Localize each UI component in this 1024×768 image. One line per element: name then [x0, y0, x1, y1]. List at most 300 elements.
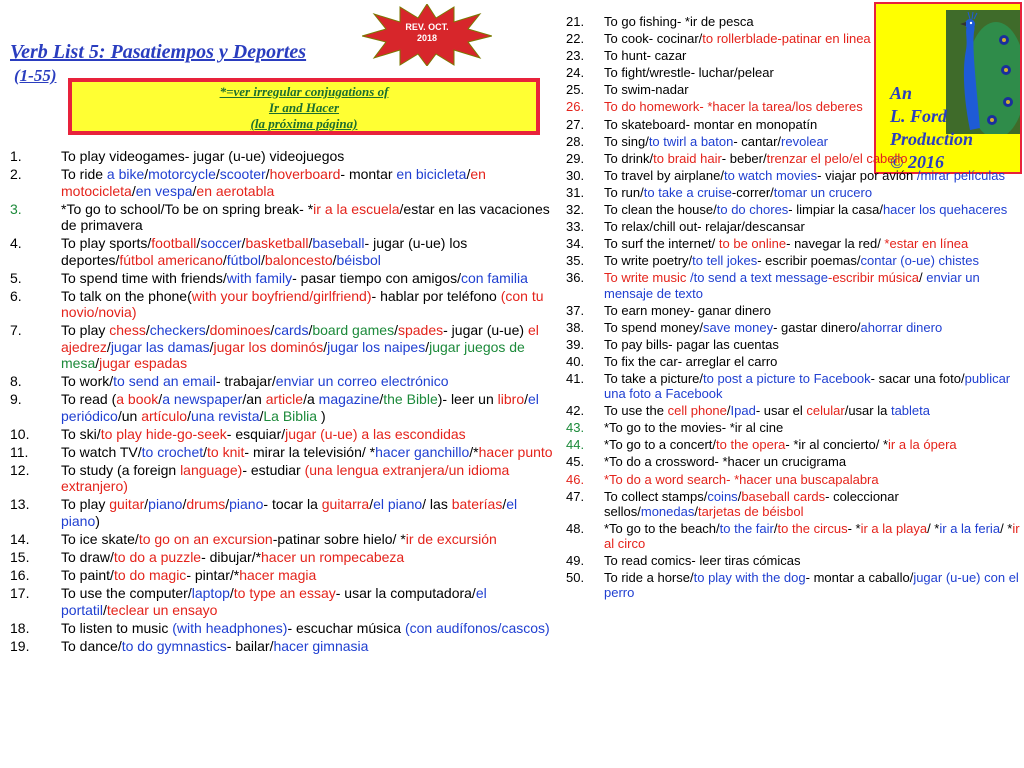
item-text-segment: *To go to the movies- *ir al cine: [604, 420, 784, 436]
item-text-segment: To listen to music: [61, 619, 173, 636]
item-text-segment: - navegar la red/: [786, 236, 885, 252]
item-text-segment: To read comics- leer tiras cómicas: [604, 553, 801, 568]
verb-list-item: [566, 472, 1022, 487]
item-number: 19.: [10, 637, 30, 654]
item-text-segment: - usar la computadora/: [335, 585, 476, 602]
item-number: 9.: [10, 391, 22, 408]
item-text-segment: /: [694, 503, 698, 519]
item-text-segment: To play sports/: [61, 235, 152, 252]
item-text-segment: /: [726, 403, 731, 419]
item-number: 21.: [566, 14, 585, 29]
item-text-segment: monedas: [640, 503, 695, 519]
item-text-segment: ir de excursión: [405, 530, 497, 547]
verb-list-item: [566, 151, 1022, 166]
item-number: 33.: [566, 219, 585, 235]
item-text-segment: /usar la: [844, 403, 891, 419]
item-text-segment: - gastar dinero/: [773, 319, 861, 335]
item-text-segment: to be online: [718, 236, 787, 252]
item-text-segment: hacer un rompecabeza: [261, 548, 405, 565]
verb-list-item: [566, 303, 1022, 318]
item-text-segment: piano: [229, 496, 264, 513]
item-number: 14.: [10, 530, 30, 547]
item-text-segment: -escribir música: [828, 270, 920, 286]
verb-list-right: [566, 14, 1022, 602]
item-text-segment: /: [144, 496, 149, 513]
item-text-segment: celular: [806, 403, 845, 419]
item-text-segment: /to send a text message: [689, 270, 828, 286]
verb-list-item: [566, 420, 1022, 435]
item-text-segment: (con tu novio/novia): [61, 287, 544, 321]
item-number: 11.: [10, 443, 29, 460]
verb-list-item: [566, 337, 1022, 352]
item-text-segment: To hunt- cazar: [604, 48, 687, 64]
item-text-segment: /: [773, 520, 778, 536]
item-text-segment: publicar una foto a Facebook: [604, 370, 1011, 402]
item-text-segment: hacer gimnasia: [273, 637, 369, 654]
item-text-segment: /: [379, 391, 384, 408]
item-text-segment: To pay bills- pagar las cuentas: [604, 336, 779, 352]
item-text-segment: To use the: [604, 403, 668, 419]
item-text-segment: en aerotabla: [196, 182, 275, 199]
item-text-segment: - *ir al concierto/ *: [785, 437, 888, 453]
item-text-segment: To ride a horse/: [604, 570, 694, 586]
item-text-segment: spades: [397, 322, 444, 339]
verb-list-item: [566, 403, 1022, 418]
verb-list-item: [566, 134, 1022, 149]
item-text-segment: baterías: [451, 496, 503, 513]
item-number: 49.: [566, 553, 585, 568]
item-number: 32.: [566, 202, 585, 218]
item-text-segment: /estar en las vacaciones de primavera: [61, 200, 550, 233]
item-text-segment: (con audífonos/cascos): [404, 619, 550, 636]
item-text-segment: - trabajar/: [215, 373, 276, 390]
item-text-segment: - cantar/: [733, 133, 782, 149]
item-text-segment: - escribir poemas/: [757, 253, 861, 269]
item-text-segment: artículo: [141, 407, 188, 424]
item-text-segment: a book: [116, 391, 159, 408]
item-text-segment: To do homework- *hacer la tarea/los deberes: [604, 99, 863, 115]
verb-list-item: [10, 549, 555, 565]
item-text-segment: /a: [303, 391, 319, 408]
item-text-segment: baloncesto: [264, 251, 333, 268]
item-text-segment: to rollerblade-patinar en linea: [702, 31, 871, 47]
item-text-segment: /: [737, 488, 742, 504]
item-text-segment: to the circus: [777, 520, 848, 536]
item-text-segment: hacer los quehaceres: [882, 202, 1008, 218]
item-text-segment: - *: [847, 520, 861, 536]
item-text-segment: To spend money/: [604, 319, 704, 335]
item-text-segment: To use the computer/: [61, 585, 192, 602]
item-text-segment: to do magic: [113, 567, 187, 584]
item-text-segment: - coleccionar sellos/: [604, 488, 899, 519]
item-text-segment: -patinar sobre hielo/ *: [272, 530, 406, 547]
item-text-segment: chess: [109, 322, 146, 339]
item-text-segment: /: [308, 322, 313, 339]
item-text-segment: enviar un correo electrónico: [275, 373, 449, 390]
item-text-segment: To watch TV/: [61, 443, 142, 460]
item-text-segment: hacer punto: [478, 443, 553, 460]
item-text-segment: to do gymnastics: [121, 637, 227, 654]
item-text-segment: - jugar (u-ue) los deportes/: [61, 235, 468, 268]
item-text-segment: To clean the house/: [604, 202, 717, 218]
verb-list-item: [10, 373, 555, 389]
item-text-segment: /: [103, 601, 107, 618]
item-text-segment: hacer magia: [239, 567, 317, 584]
item-text-segment: To spend time with friends/: [61, 269, 227, 286]
item-text-segment: Ipad: [730, 403, 756, 419]
verb-list-item: [10, 166, 555, 199]
item-text-segment: To earn money- ganar dinero: [604, 302, 771, 318]
item-text-segment: fútbol: [226, 251, 262, 268]
item-text-segment: To ride: [61, 166, 107, 183]
item-text-segment: /: [205, 322, 210, 339]
item-text-segment: To sing/: [604, 133, 649, 149]
item-text-segment: /: [332, 251, 337, 268]
verb-list-item: [566, 270, 1022, 300]
item-number: 39.: [566, 336, 585, 352]
verb-list-item: [566, 168, 1022, 183]
verb-list-item: [566, 489, 1022, 519]
item-text-segment: To work/: [61, 373, 114, 390]
verb-list-item: [10, 620, 555, 636]
item-text-segment: soccer: [200, 235, 242, 252]
item-text-segment: jugar (u-ue) con el perro: [604, 570, 1019, 601]
item-text-segment: en bicicleta: [396, 166, 467, 183]
item-text-segment: guitar: [109, 496, 145, 513]
item-text-segment: jugar (u-ue) a las escondidas: [285, 425, 466, 442]
item-text-segment: (with headphones): [172, 619, 288, 636]
item-text-segment: /: [270, 322, 275, 339]
item-text-segment: To take a picture/: [604, 370, 703, 386]
item-text-segment: /: [919, 270, 927, 286]
item-text-segment: /: [106, 338, 111, 355]
item-number: 48.: [566, 520, 585, 536]
item-number: 44.: [566, 437, 585, 453]
verb-list-left: [10, 148, 555, 656]
item-number: 40.: [566, 353, 585, 369]
item-text-segment: article: [265, 391, 304, 408]
item-text-segment: To ice skate/: [61, 530, 139, 547]
item-text-segment: enviar un mensaje de texto: [604, 270, 980, 301]
item-text-segment: /: [229, 585, 234, 602]
verb-list-item: [10, 391, 555, 424]
item-text-segment: to twirl a baton: [648, 133, 734, 149]
item-text-segment: /: [394, 322, 398, 339]
title-main: Verb List 5: Pasatiempos y Deportes: [10, 41, 307, 63]
item-text-segment: *To go to school/To be on spring break- *: [61, 200, 314, 217]
item-number: 1.: [10, 148, 22, 164]
item-text-segment: con familia: [460, 269, 528, 286]
item-text-segment: - bailar/: [226, 637, 274, 654]
item-number: 41.: [566, 370, 585, 386]
item-text-segment: hacer ganchillo: [375, 443, 470, 460]
item-number: 23.: [566, 48, 585, 64]
verb-list-item: [10, 426, 555, 442]
item-text-segment: To study (a foreign: [61, 461, 181, 478]
item-text-segment: /: [369, 496, 374, 513]
item-text-segment: basketball: [245, 235, 309, 252]
item-number: 30.: [566, 167, 585, 183]
item-text-segment: béisbol: [336, 251, 381, 268]
revision-year: 2018: [416, 33, 438, 43]
item-text-segment: /: [144, 166, 149, 183]
item-text-segment: ): [317, 407, 326, 424]
item-number: 26.: [566, 99, 585, 115]
note-line-3: (la próxima página): [250, 116, 358, 131]
item-text-segment: To read (: [61, 391, 117, 408]
item-text-segment: piano: [148, 496, 183, 513]
item-text-segment: /: [145, 322, 150, 339]
verb-list-item: [10, 462, 555, 495]
item-text-segment: a bike: [106, 166, 145, 183]
verb-list-item: [566, 117, 1022, 132]
item-text-segment: To fix the car- arreglar el carro: [604, 353, 778, 369]
item-text-segment: jugar los dominós: [213, 338, 324, 355]
item-text-segment: en vespa: [135, 182, 193, 199]
verb-list-item: [10, 322, 555, 371]
item-number: 43.: [566, 420, 585, 436]
item-text-segment: ir al circo: [604, 520, 1020, 551]
item-text-segment: a newspaper: [162, 391, 243, 408]
item-text-segment: laptop: [191, 585, 230, 602]
item-number: 36.: [566, 270, 585, 286]
item-text-segment: motorcycle: [148, 166, 216, 183]
item-text-segment: To play videogames- jugar (u-ue) videojuegos: [61, 148, 345, 164]
item-text-segment: ir a la feria: [939, 520, 1001, 536]
verb-list-item: [10, 638, 555, 654]
item-text-segment: - montar: [340, 166, 397, 183]
verb-list-item: [10, 235, 555, 268]
item-text-segment: To drink/: [604, 150, 654, 166]
item-text-segment: - tocar la: [263, 496, 322, 513]
item-text-segment: To talk on the phone(: [61, 287, 192, 304]
item-text-segment: revolear: [781, 133, 829, 149]
item-text-segment: To go fishing- *ir de pesca: [604, 14, 754, 29]
item-text-segment: tableta: [890, 403, 930, 419]
revision-label: REV. OCT.: [405, 22, 449, 32]
item-text-segment: To collect stamps/: [604, 488, 708, 504]
item-number: 10.: [10, 425, 30, 442]
item-text-segment: to post a picture to Facebook: [703, 370, 871, 386]
item-text-segment: /: [502, 496, 507, 513]
item-text-segment: cards: [274, 322, 309, 339]
verb-list-item: [566, 185, 1022, 200]
item-text-segment: To skateboard- montar en monopatín: [604, 116, 818, 132]
item-number: 25.: [566, 82, 585, 98]
item-text-segment: libro: [497, 391, 525, 408]
item-text-segment: jugar las damas: [110, 338, 210, 355]
item-text-segment: to do a puzzle: [113, 548, 202, 565]
item-number: 42.: [566, 403, 585, 419]
item-text-segment: el portatil: [61, 585, 487, 618]
item-text-segment: coins: [707, 488, 738, 504]
item-text-segment: board games: [312, 322, 395, 339]
item-text-segment: guitarra: [321, 496, 370, 513]
item-text-segment: To write music: [604, 270, 690, 286]
item-text-segment: /*: [469, 443, 479, 460]
item-text-segment: /: [265, 166, 270, 183]
item-text-segment: drums: [186, 496, 226, 513]
item-text-segment: - escuchar música: [287, 619, 405, 636]
item-text-segment: / *: [927, 520, 940, 536]
item-text-segment: save money: [703, 319, 774, 335]
credit-copyright: © 2016: [890, 152, 944, 172]
item-text-segment: /: [182, 496, 187, 513]
item-text-segment: To relax/chill out- relajar/descansar: [604, 219, 805, 235]
verb-list-item: [566, 202, 1022, 217]
item-text-segment: with family: [226, 269, 293, 286]
item-text-segment: ir a la escuela: [313, 200, 400, 217]
item-text-segment: tomar un crucero: [773, 184, 873, 200]
item-text-segment: To paint/: [61, 567, 114, 584]
item-number: 29.: [566, 150, 585, 166]
item-text-segment: To dance/: [61, 637, 122, 654]
item-text-segment: To swim-nadar: [604, 82, 689, 98]
item-text-segment: to do chores: [716, 202, 789, 218]
item-number: 18.: [10, 619, 30, 636]
item-text-segment: to crochet: [141, 443, 204, 460]
verb-list-item: [566, 99, 1022, 114]
item-text-segment: baseball: [312, 235, 365, 252]
item-number: 17.: [10, 585, 30, 602]
item-number: 46.: [566, 471, 585, 487]
item-number: 28.: [566, 133, 585, 149]
item-text-segment: *To go to the beach/: [604, 520, 720, 536]
item-text-segment: ir a la playa: [860, 520, 928, 536]
credit-line-1: An: [890, 83, 913, 103]
item-text-segment: to go on an excursion: [138, 530, 273, 547]
item-text-segment: La Biblia: [263, 407, 318, 424]
item-text-segment: to the opera: [716, 437, 786, 453]
note-line-1: *=ver irregular conjugations of: [219, 84, 389, 99]
item-text-segment: - mirar la televisión/ *: [244, 443, 376, 460]
item-text-segment: baseball cards: [741, 488, 826, 504]
item-text-segment: - pintar/*: [186, 567, 240, 584]
item-text-segment: - viajar por avión: [817, 167, 917, 183]
item-text-segment: - esquiar/: [226, 425, 286, 442]
item-text-segment: /: [215, 166, 220, 183]
item-text-segment: scooter: [219, 166, 266, 183]
item-number: 13.: [10, 496, 30, 513]
item-number: 31.: [566, 184, 585, 200]
item-text-segment: el piano: [373, 496, 423, 513]
verb-list-item: [10, 270, 555, 286]
verb-list-item: [566, 14, 1022, 29]
item-number: 6.: [10, 287, 22, 304]
verb-list-item: [10, 531, 555, 547]
item-text-segment: to type an essay: [233, 585, 336, 602]
verb-list-item: [566, 219, 1022, 234]
item-text-segment: - sacar una foto/: [870, 370, 965, 386]
item-text-segment: /: [192, 182, 197, 199]
item-text-segment: *To go to a concert/: [604, 437, 717, 453]
item-text-segment: To cook- cocinar/: [604, 31, 703, 47]
item-number: 45.: [566, 454, 585, 470]
verb-list-item: [566, 65, 1022, 80]
item-number: 4.: [10, 235, 22, 252]
item-text-segment: cell phone: [667, 403, 727, 419]
item-text-segment: *To do a word search- *hacer una buscapalabra: [604, 471, 879, 487]
item-number: 7.: [10, 322, 22, 339]
item-text-segment: ): [95, 512, 100, 529]
item-text-segment: To travel by airplane/: [604, 167, 724, 183]
note-line-2: Ir and Hacer: [268, 100, 340, 115]
item-text-segment: football: [151, 235, 197, 252]
verb-list-item: [10, 201, 555, 234]
item-number: 15.: [10, 548, 30, 565]
item-text-segment: fútbol americano: [119, 251, 223, 268]
item-text-segment: to take a cruise: [643, 184, 732, 200]
item-number: 35.: [566, 253, 585, 269]
item-text-segment: To surf the internet/: [604, 236, 719, 252]
irregular-note-box: [68, 78, 540, 135]
item-text-segment: en motocicleta: [61, 166, 486, 199]
item-text-segment: magazine: [318, 391, 380, 408]
item-text-segment: / las: [422, 496, 452, 513]
item-text-segment: - jugar (u-ue): [443, 322, 528, 339]
verb-list-item: [10, 444, 555, 460]
item-text-segment: checkers: [149, 322, 206, 339]
verb-list-item: [566, 371, 1022, 401]
item-text-segment: /: [131, 182, 136, 199]
item-text-segment: /: [308, 235, 313, 252]
item-number: 8.: [10, 373, 22, 390]
item-text-segment: To run/: [604, 184, 644, 200]
item-text-segment: teclear un ensayo: [106, 601, 218, 618]
verb-list-item: [566, 31, 1022, 46]
item-text-segment: - beber/: [721, 150, 767, 166]
item-text-segment: to braid hair: [653, 150, 722, 166]
item-text-segment: with your boyfriend/girlfriend): [191, 287, 372, 304]
verb-list-item: [10, 148, 555, 164]
item-text-segment: el periódico: [61, 391, 539, 424]
item-text-segment: the Bible: [383, 391, 438, 408]
item-number: 24.: [566, 65, 585, 81]
item-text-segment: / *: [1000, 520, 1013, 536]
verb-list-item: [566, 253, 1022, 268]
item-text-segment: - usar el: [755, 403, 807, 419]
item-text-segment: /: [524, 391, 529, 408]
item-number: 22.: [566, 31, 585, 47]
item-text-segment: /: [95, 355, 100, 371]
item-number: 47.: [566, 488, 585, 504]
item-text-segment: to tell jokes: [692, 253, 758, 269]
item-text-segment: /: [323, 338, 328, 355]
item-text-segment: language): [180, 461, 243, 478]
item-text-segment: el piano: [61, 496, 518, 529]
item-text-segment: /an: [242, 391, 266, 408]
verb-list-item: [10, 585, 555, 618]
item-text-segment: ir a la ópera: [888, 437, 957, 453]
item-text-segment: - montar a caballo/: [805, 570, 914, 586]
item-text-segment: To play: [61, 496, 110, 513]
item-text-segment: (una lengua extranjera/un idioma extranjero): [61, 461, 510, 495]
item-number: 38.: [566, 319, 585, 335]
item-text-segment: /: [196, 235, 201, 252]
item-text-segment: /: [259, 407, 264, 424]
item-number: 2.: [10, 166, 22, 183]
item-text-segment: hoverboard: [269, 166, 341, 183]
verb-list-item: [566, 82, 1022, 97]
verb-list-item: [10, 288, 555, 321]
verb-list-item: [566, 454, 1022, 469]
item-text-segment: *estar en línea: [884, 236, 969, 252]
item-number: 34.: [566, 236, 585, 252]
item-number: 3.: [10, 200, 22, 217]
item-text-segment: - limpiar la casa/: [788, 202, 883, 218]
item-text-segment: To draw/: [61, 548, 114, 565]
item-text-segment: /: [225, 496, 230, 513]
